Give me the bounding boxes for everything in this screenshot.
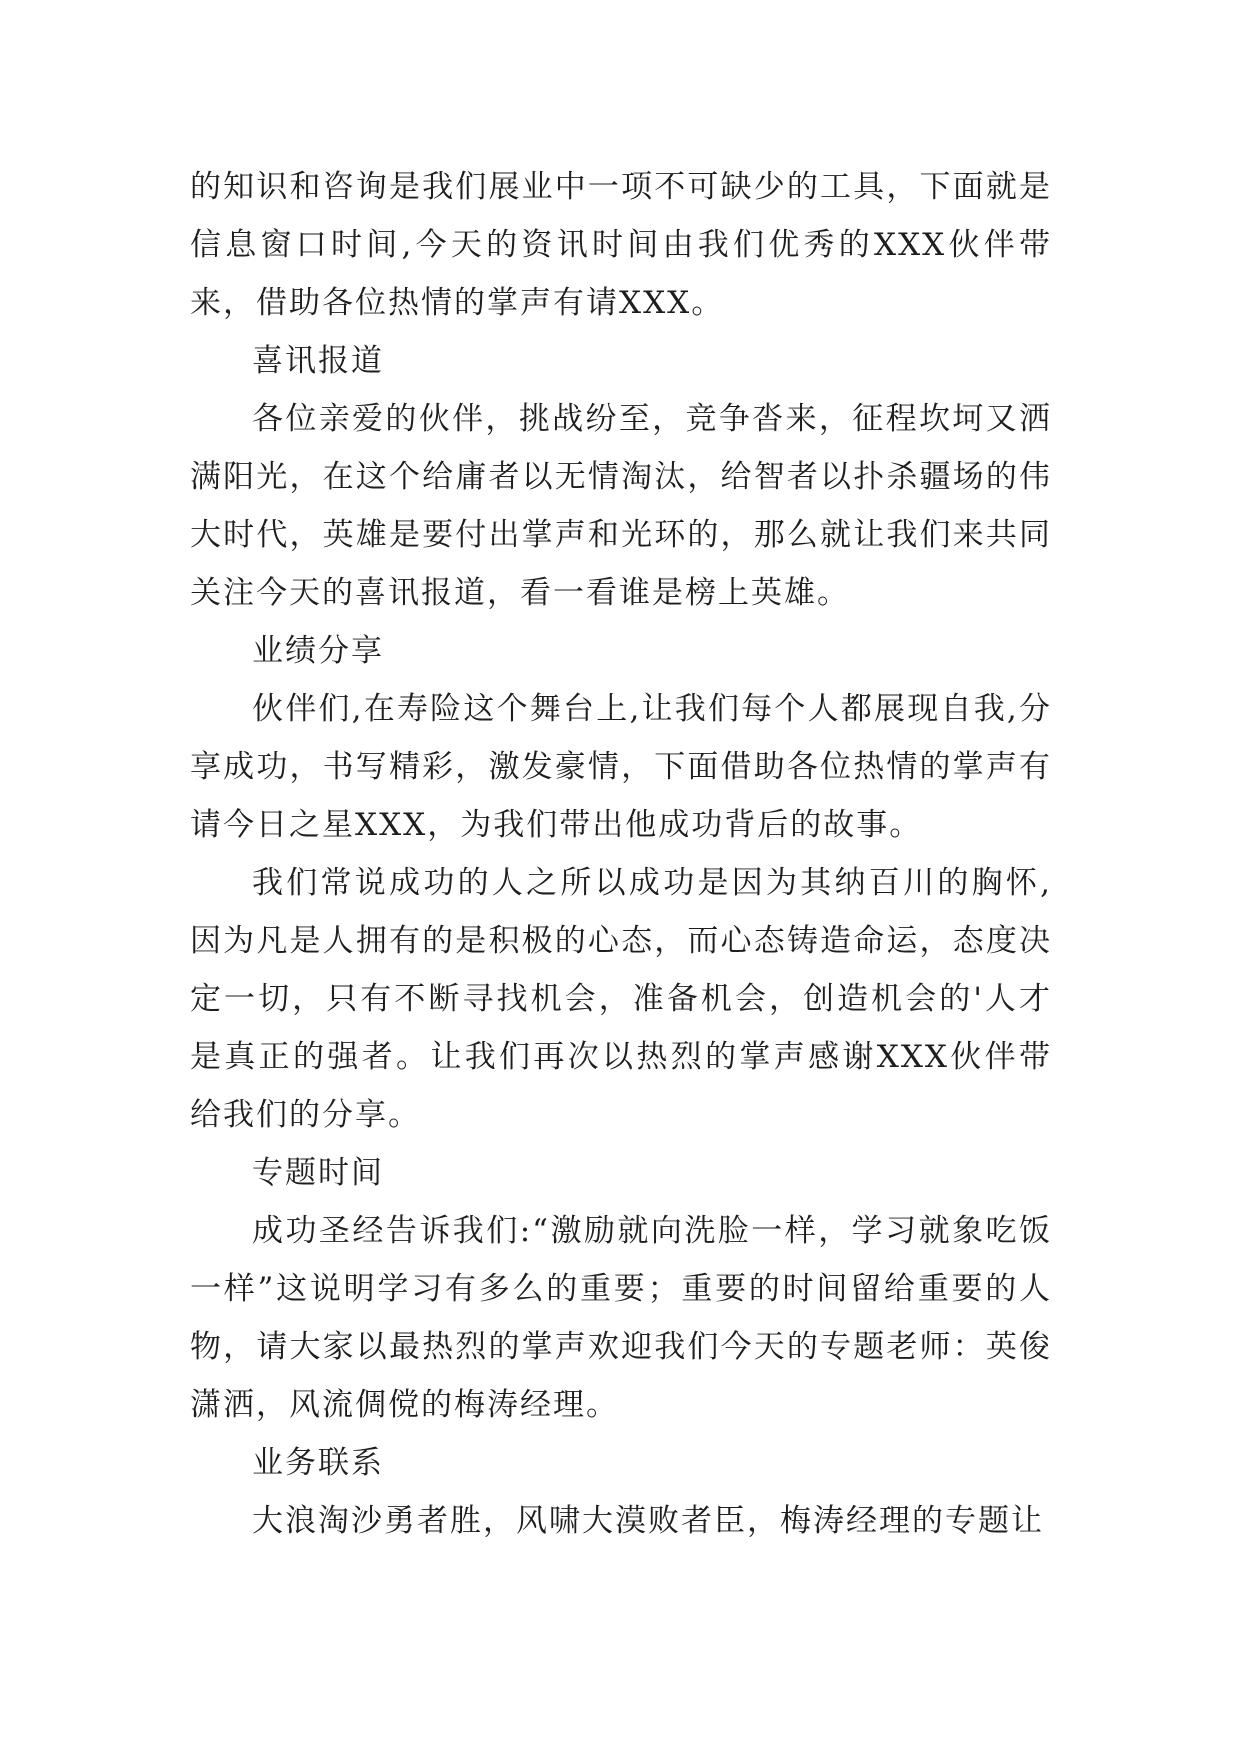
paragraph-success-thanks: 我们常说成功的人之所以成功是因为其纳百川的胸怀,因为凡是人拥有的是积极的心态，而心态铸造命运，态度决定一切，只有不断寻找机会，准备机会，创造机会的'人才是真正的强者。让我们再次以热烈的掌声感谢XXX伙伴带给我们的分享。 [190,865,1052,1133]
paragraph-good-news: 各位亲爱的伙伴，挑战纷至，竞争沓来，征程坎坷又洒满阳光，在这个给庸者以无情淘汰，给智者以扑杀疆场的伟大时代，英雄是要付出掌声和光环的，那么就让我们来共同关注今天的喜讯报道，看一看谁是榜上英雄。 [190,401,1052,611]
paragraph-performance-sharing: 伙伴们,在寿险这个舞台上,让我们每个人都展现自我,分享成功，书写精彩，激发豪情，下面借助各位热情的掌声有请今日之星XXX，为我们带出他成功背后的故事。 [190,691,1052,843]
document-body [190,158,1052,1550]
paragraph-info-window: 的知识和咨询是我们展业中一项不可缺少的工具，下面就是信息窗口时间,今天的资讯时间由我们优秀的XXX伙伴带来，借助各位热情的掌声有请XXX。 [190,169,1052,321]
section-heading-good-news: 喜讯报道 [252,343,384,379]
section-heading-business-contact: 业务联系 [252,1445,384,1481]
paragraph-special-topic: 成功圣经告诉我们:“激励就向洗脸一样，学习就象吃饭一样”这说明学习有多么的重要；重要的时间留给重要的人物，请大家以最热烈的掌声欢迎我们今天的专题老师：英俊潇洒，风流倜傥的梅涛经理。 [190,1213,1052,1423]
section-heading-special-topic: 专题时间 [252,1155,384,1191]
section-heading-performance-sharing: 业绩分享 [252,633,384,669]
paragraph-business-contact: 大浪淘沙勇者胜，风啸大漠败者臣，梅涛经理的专题让 [252,1503,1044,1539]
